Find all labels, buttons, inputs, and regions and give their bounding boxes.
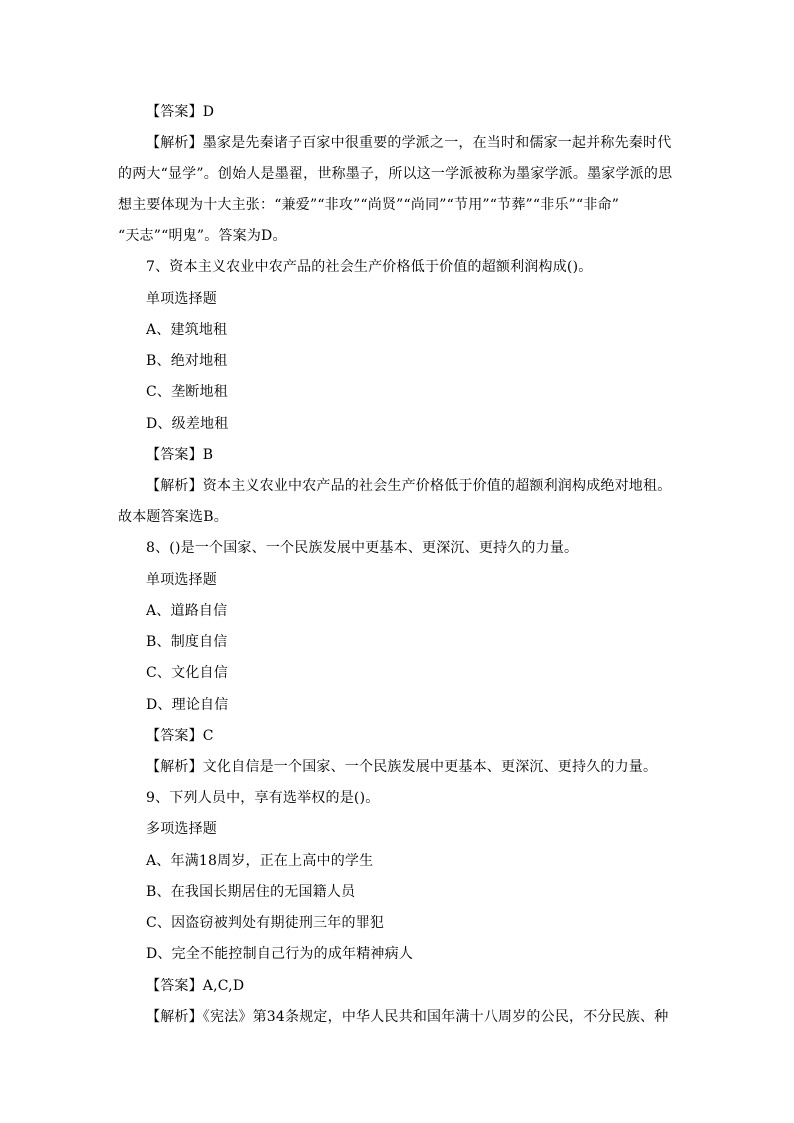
question-8-option-d: D、理论自信: [146, 697, 229, 713]
question-8-option-c: C、文化自信: [146, 665, 228, 681]
question-7-option-b: B、绝对地租: [146, 353, 228, 369]
question-9-option-a: A、年满18周岁，正在上高中的学生: [146, 853, 374, 869]
answer-q7: 【答案】B: [146, 447, 214, 463]
question-9: 9、下列人员中，享有选举权的是()。: [146, 790, 380, 806]
question-7: 7、资本主义农业中农产品的社会生产价格低于价值的超额利润构成()。: [146, 259, 593, 275]
analysis-q6-line-3: 想主要体现为十大主张：“兼爱”“非攻”“尚贤”“尚同”“节用”“节葬”“非乐”“非命”: [118, 197, 620, 213]
answer-q9: 【答案】A,C,D: [146, 978, 245, 994]
analysis-q6-line-2: 的两大“显学”。创始人是墨翟，世称墨子，所以这一学派被称为墨家学派。墨家学派的思: [118, 166, 673, 182]
analysis-q7-line-2: 故本题答案选B。: [118, 509, 228, 525]
question-8: 8、()是一个国家、一个民族发展中更基本、更深沉、更持久的力量。: [146, 540, 579, 556]
question-7-option-c: C、垄断地租: [146, 384, 228, 400]
analysis-q7-line-1: 【解析】资本主义农业中农产品的社会生产价格低于价值的超额利润构成绝对地租。: [146, 478, 672, 494]
analysis-q6-line-4: “天志”“明鬼”。答案为D。: [118, 228, 287, 244]
answer-q8: 【答案】C: [146, 728, 214, 744]
question-9-option-d: D、完全不能控制自己行为的成年精神病人: [146, 946, 414, 962]
question-9-option-b: B、在我国长期居住的无国籍人员: [146, 884, 356, 900]
question-7-type: 单项选择题: [146, 291, 217, 307]
question-7-option-d: D、级差地租: [146, 416, 229, 432]
question-9-option-c: C、因盗窃被判处有期徒刑三年的罪犯: [146, 915, 385, 931]
analysis-q9-line-1: 【解析】《宪法》第34条规定，中华人民共和国年满十八周岁的公民，不分民族、种: [146, 1009, 669, 1025]
question-8-option-b: B、制度自信: [146, 634, 228, 650]
analysis-q6-line-1: 【解析】墨家是先秦诸子百家中很重要的学派之一，在当时和儒家一起并称先秦时代: [146, 135, 672, 151]
question-7-option-a: A、建筑地租: [146, 322, 228, 338]
question-9-type: 多项选择题: [146, 821, 217, 837]
analysis-q8-line-1: 【解析】文化自信是一个国家、一个民族发展中更基本、更深沉、更持久的力量。: [146, 759, 658, 775]
answer-q6: 【答案】D: [146, 104, 215, 120]
question-8-type: 单项选择题: [146, 572, 217, 588]
question-8-option-a: A、道路自信: [146, 603, 228, 619]
